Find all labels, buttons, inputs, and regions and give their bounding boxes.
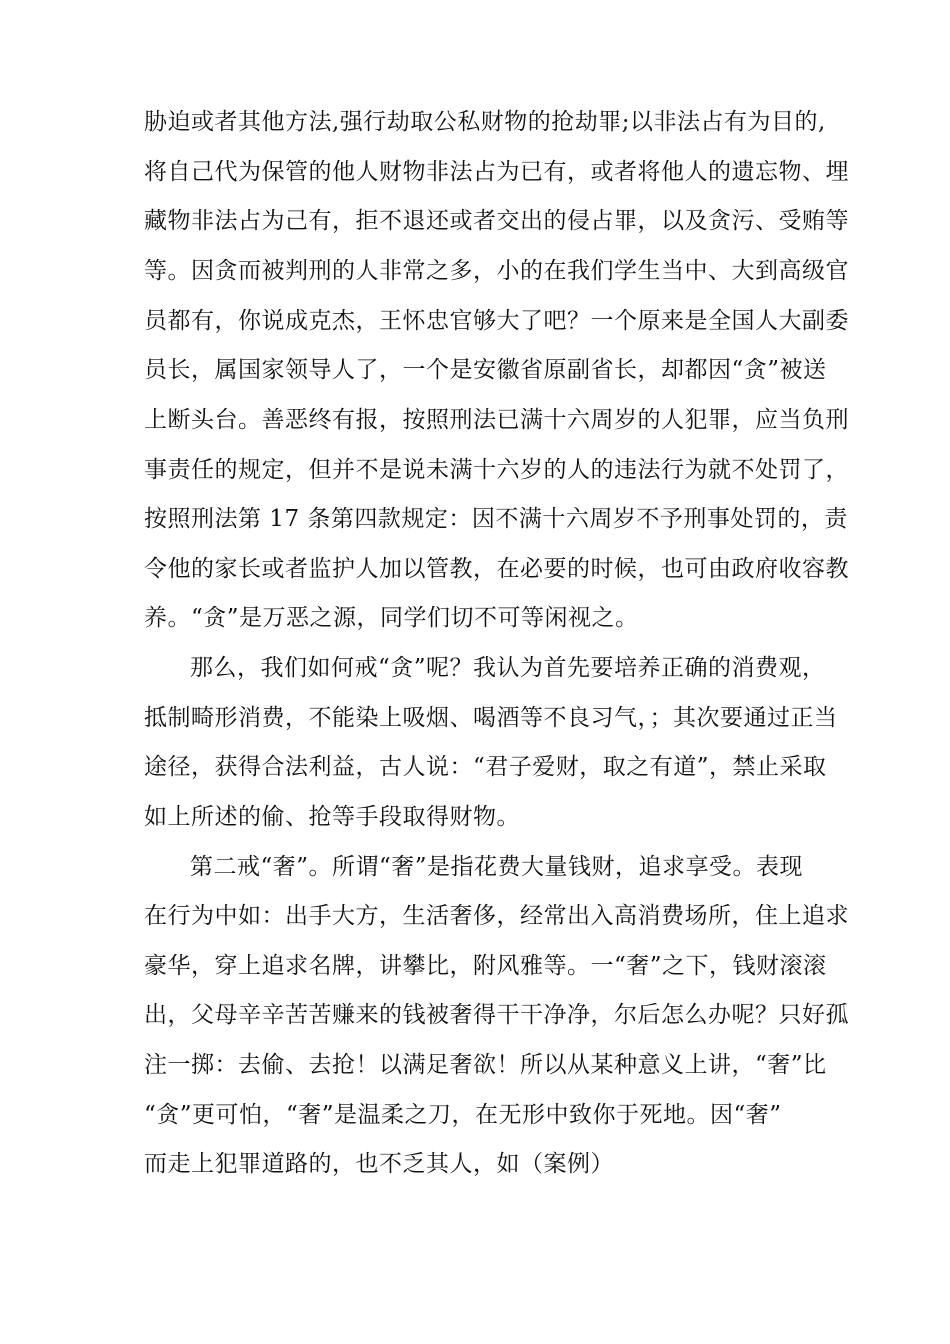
text-line: 藏物非法占为己有，拒不退还或者交出的侵占罪，以及贪污、受贿等 <box>144 208 849 234</box>
text-line: 令他的家长或者监护人加以管教，在必要的时候，也可由政府收容教 <box>144 556 849 582</box>
text-line: 等。因贪而被判刑的人非常之多，小的在我们学生当中、大到高级官 <box>144 258 849 284</box>
text-line: 如上所述的偷、抢等手段取得财物。 <box>144 804 520 830</box>
text-line: 豪华，穿上追求名牌，讲攀比，附风雅等。一“奢”之下，钱财滚滚 <box>144 953 827 979</box>
text-line: 注一掷：去偷、去抢！以满足奢欲！所以从某种意义上讲，“奢”比 <box>144 1052 827 1078</box>
text-line: 养。“贪”是万恶之源，同学们切不可等闲视之。 <box>144 605 639 631</box>
text-line: 事责任的规定，但并不是说未满十六岁的人的违法行为就不处罚了， <box>144 457 849 483</box>
text-line: 抵制畸形消费，不能染上吸烟、喝酒等不良习气，；其次要通过正当 <box>144 705 838 731</box>
text-line: 上断头台。善恶终有报，按照刑法已满十六周岁的人犯罪，应当负刑 <box>144 407 849 433</box>
paragraph-first-line: 那么，我们如何戒“贪”呢？我认为首先要培养正确的消费观， <box>190 655 826 681</box>
text-line: 而走上犯罪道路的，也不乏其人，如（案例） <box>144 1151 614 1177</box>
text-line: 出，父母辛辛苦苦赚来的钱被奢得干干净净，尔后怎么办呢？只好孤 <box>144 1002 849 1028</box>
text-line: 按照刑法第 17 条第四款规定：因不满十六周岁不予刑事处罚的，责 <box>144 506 848 532</box>
text-line: “贪”更可怕，“奢”是温柔之刀，在无形中致你于死地。因“奢” <box>144 1102 782 1128</box>
text-line: 在行为中如：出手大方，生活奢侈，经常出入高消费场所，住上追求 <box>144 903 849 929</box>
text-line: 将自己代为保管的他人财物非法占为已有，或者将他人的遗忘物、埋 <box>144 159 849 185</box>
text-line: 途径，获得合法利益，古人说：“君子爱财，取之有道”，禁止采取 <box>144 754 827 780</box>
paragraph-first-line: 第二戒“奢”。所谓“奢”是指花费大量钱财，追求享受。表现 <box>190 854 804 880</box>
text-line: 员长，属国家领导人了，一个是安徽省原副省长，却都因“贪”被送 <box>144 357 827 383</box>
text-line: 员都有，你说成克杰，王怀忠官够大了吧？一个原来是全国人大副委 <box>144 308 849 334</box>
text-line: 胁迫或者其他方法,强行劫取公私财物的抢劫罪;以非法占有为目的, <box>144 109 826 135</box>
